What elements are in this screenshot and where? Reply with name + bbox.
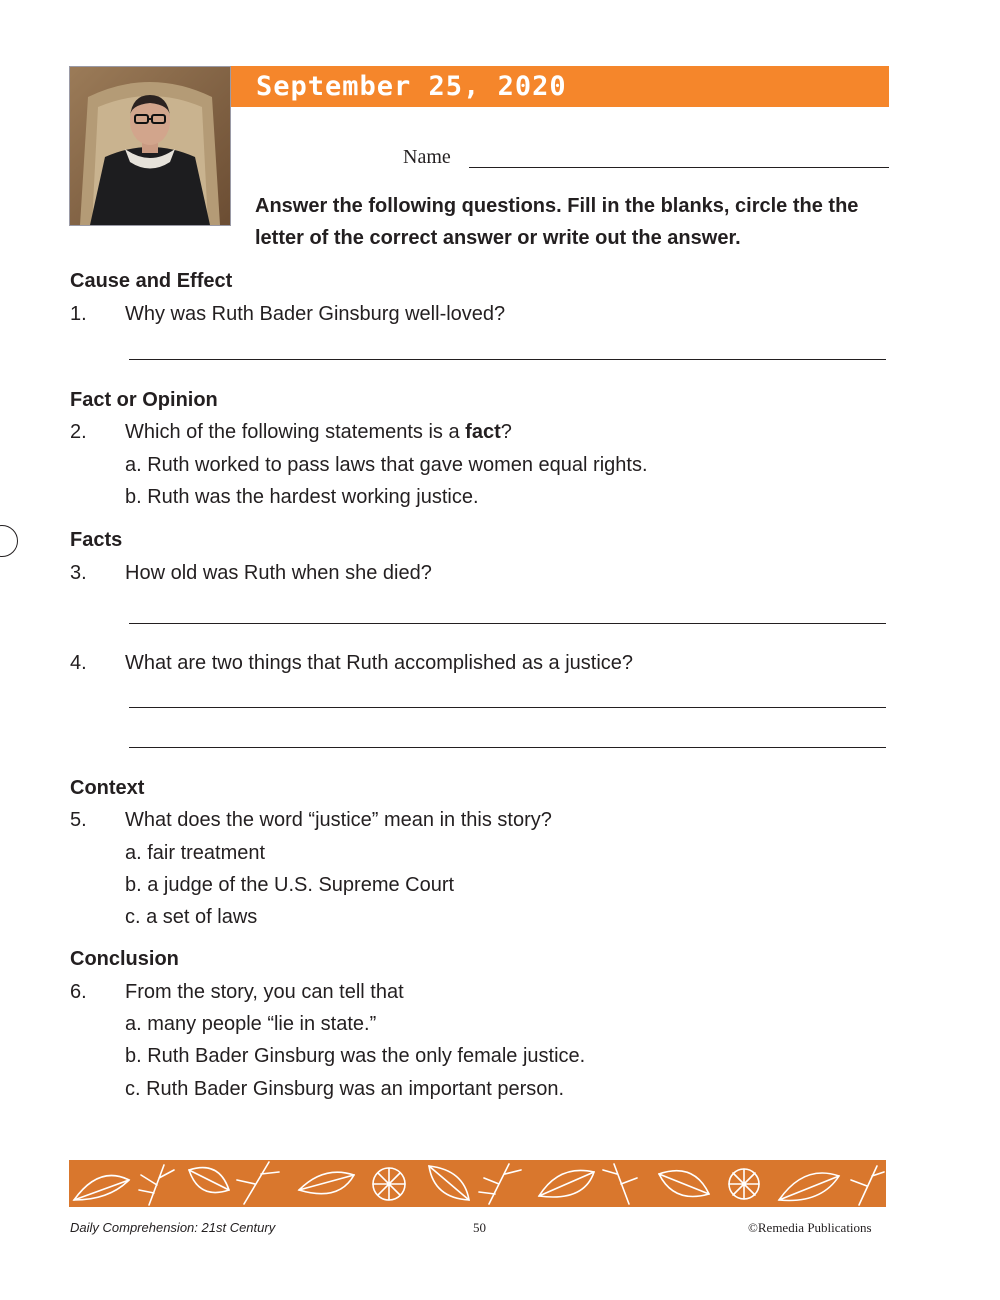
emphasis-word: fact <box>465 421 501 443</box>
question-text: What are two things that Ruth accomplished as a justice? <box>125 652 634 674</box>
answer-option[interactable]: b. a judge of the U.S. Supreme Court <box>125 874 455 896</box>
leaf-pattern-icon <box>69 1160 886 1207</box>
answer-line[interactable] <box>129 623 886 624</box>
answer-option[interactable]: c. a set of laws <box>125 906 258 928</box>
answer-line[interactable] <box>129 747 886 748</box>
question-text: From the story, you can tell that <box>125 981 404 1003</box>
section-heading-cause-effect: Cause and Effect <box>70 270 233 292</box>
footer-book-title: Daily Comprehension: 21st Century <box>70 1220 276 1235</box>
name-line[interactable] <box>469 167 889 168</box>
question-text-part: Which of the following statements is a <box>125 421 466 443</box>
answer-line[interactable] <box>129 359 886 360</box>
section-heading-fact-opinion: Fact or Opinion <box>70 389 218 411</box>
question-number: 3. <box>70 562 87 584</box>
portrait-photo <box>69 66 231 226</box>
question-number: 6. <box>70 981 87 1003</box>
section-heading-context: Context <box>70 777 145 799</box>
page-date: September 25, 2020 <box>256 71 567 102</box>
question-number: 1. <box>70 303 87 325</box>
answer-option[interactable]: a. fair treatment <box>125 842 266 864</box>
question-text: What does the word “justice” mean in this story? <box>125 809 552 831</box>
question-number: 5. <box>70 809 87 831</box>
leaf-banner <box>69 1160 886 1207</box>
answer-option[interactable]: b. Ruth Bader Ginsburg was the only female justice. <box>125 1045 586 1067</box>
name-label: Name <box>403 146 451 168</box>
question-text: Why was Ruth Bader Ginsburg well-loved? <box>125 303 506 325</box>
question-text-part: ? <box>500 421 512 443</box>
answer-option[interactable]: a. many people “lie in state.” <box>125 1013 377 1035</box>
question-number: 4. <box>70 652 87 674</box>
answer-option[interactable]: c. Ruth Bader Ginsburg was an important person. <box>125 1078 565 1100</box>
question-text: How old was Ruth when she died? <box>125 562 432 584</box>
footer-publisher: ©Remedia Publications <box>748 1220 872 1235</box>
answer-option[interactable]: b. Ruth was the hardest working justice. <box>125 486 479 508</box>
question-text <box>125 421 512 444</box>
answer-option[interactable]: a. Ruth worked to pass laws that gave women equal rights. <box>125 454 648 476</box>
hole-punch-mark <box>0 525 18 557</box>
page-number: 50 <box>473 1220 486 1235</box>
section-heading-conclusion: Conclusion <box>70 948 179 970</box>
answer-line[interactable] <box>129 707 886 708</box>
question-number: 2. <box>70 421 87 443</box>
instructions: Answer the following questions. Fill in the blanks, circle the the letter of the correct answer or write out the answer. <box>255 195 859 249</box>
section-heading-facts: Facts <box>70 529 123 551</box>
